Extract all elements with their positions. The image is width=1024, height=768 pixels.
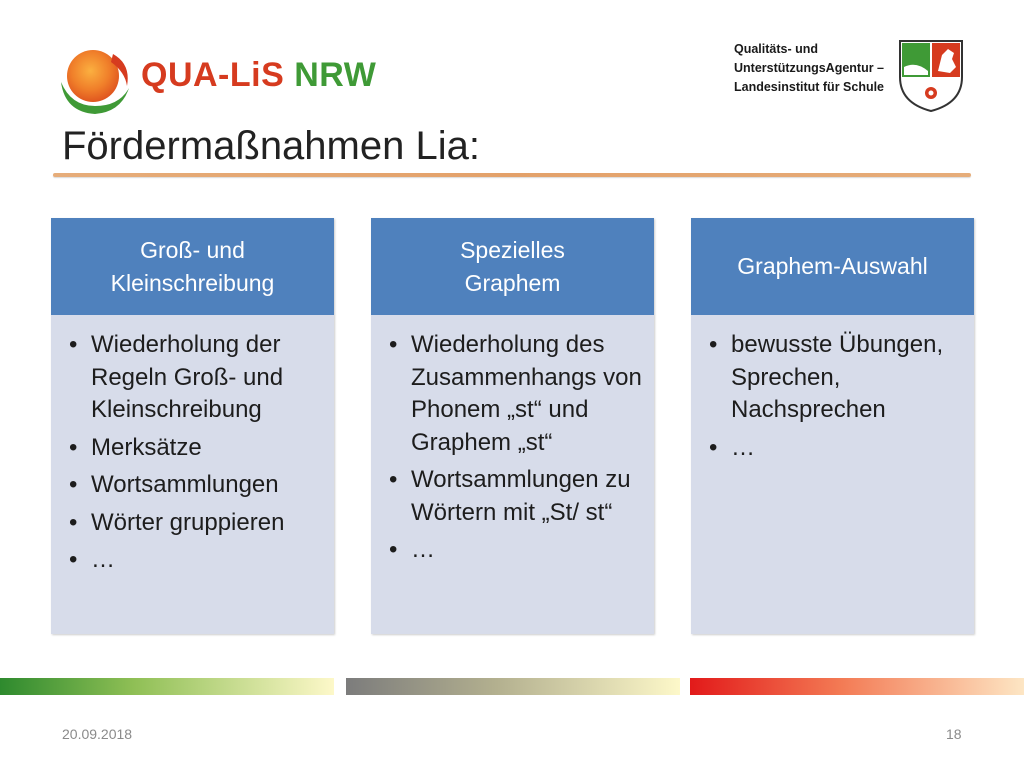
- column-list: [691, 315, 974, 464]
- column-heading: [371, 218, 654, 315]
- list-item: • Wiederholung des Zusammenhangs von Phonem „st“ und Graphem „st“: [389, 329, 644, 459]
- agency-name: [734, 40, 894, 97]
- list-item: • …: [69, 544, 324, 577]
- title-underline: [53, 173, 971, 177]
- list-item: • Merksätze: [69, 432, 324, 465]
- list-item: • bewusste Übungen, Sprechen, Nachsprechen: [709, 329, 964, 427]
- list-item: • …: [709, 432, 964, 465]
- qualis-logo: [55, 42, 377, 120]
- column-spezielles-graphem: [371, 218, 654, 634]
- agency-line-2: UnterstützungsAgentur –: [734, 61, 884, 75]
- list-item: • …: [389, 534, 644, 567]
- qualis-sun-logo-icon: [55, 42, 133, 120]
- column-heading: [691, 218, 974, 315]
- column-heading-line: Graphem-Auswahl: [737, 253, 928, 279]
- agency-line-3: Landesinstitut für Schule: [734, 80, 885, 94]
- page-number: 18: [946, 726, 962, 742]
- nrw-coat-of-arms-icon: [896, 37, 966, 113]
- logo-part-qualis: QUA-LiS: [141, 56, 285, 94]
- logo-wordmark: [141, 56, 376, 95]
- footer-bar-grey: [346, 678, 680, 695]
- list-item: • Wiederholung der Regeln Groß- und Kleinschreibung: [69, 329, 324, 427]
- list-item: • Wortsammlungen: [69, 469, 324, 502]
- footer-date: 20.09.2018: [62, 726, 133, 742]
- column-list: [371, 315, 654, 567]
- list-item: • Wortsammlungen zu Wörtern mit „St/ st“: [389, 464, 644, 529]
- column-heading-line: Kleinschreibung: [110, 269, 275, 296]
- column-gross-kleinschreibung: [51, 218, 334, 634]
- footer-bar-green: [0, 678, 334, 695]
- list-item: • Wörter gruppieren: [69, 507, 324, 540]
- footer-bar-red: [690, 678, 1024, 695]
- column-heading-line: Graphem: [464, 269, 561, 296]
- column-heading: [51, 218, 334, 315]
- column-heading-line: Groß- und: [140, 236, 245, 263]
- logo-part-nrw: NRW: [284, 56, 377, 94]
- column-graphem-auswahl: [691, 218, 974, 634]
- column-list: [51, 315, 334, 577]
- agency-line-1: Qualitäts- und: [734, 42, 819, 56]
- page-title: Fördermaßnahmen Lia:: [62, 124, 480, 168]
- column-heading-line: Spezielles: [460, 236, 565, 263]
